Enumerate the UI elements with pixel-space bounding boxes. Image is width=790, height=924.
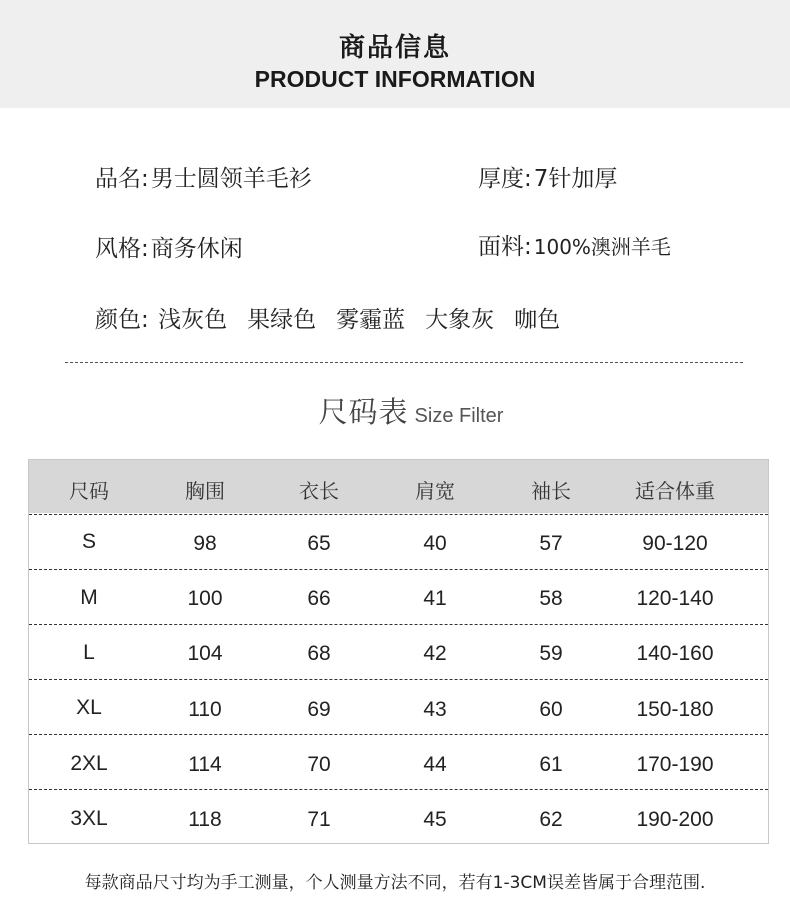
table-cell: M	[80, 586, 98, 609]
header-cell: 尺码	[69, 479, 109, 503]
table-cell: 140-160	[636, 642, 714, 665]
size-chart-title-cn: 尺码表	[318, 395, 409, 429]
table-cell: 58	[539, 587, 563, 610]
table-cell: L	[83, 641, 95, 664]
color-option: 咖色	[514, 307, 561, 333]
row-divider	[29, 569, 768, 570]
table-cell: 70	[307, 753, 331, 776]
row-divider	[29, 514, 768, 515]
section-divider	[65, 362, 743, 363]
table-cell: 170-190	[636, 753, 714, 776]
header-cell: 适合体重	[635, 479, 715, 503]
size-table	[28, 459, 769, 844]
row-divider	[29, 624, 768, 625]
header-cell: 胸围	[185, 479, 225, 503]
table-cell: 61	[539, 753, 563, 776]
table-cell: 120-140	[636, 587, 714, 610]
table-cell: 45	[423, 808, 447, 831]
color-option: 果绿色	[247, 307, 317, 333]
product-style	[95, 230, 243, 263]
table-cell: 90-120	[642, 532, 708, 555]
table-cell: 42	[423, 642, 447, 665]
product-colors	[95, 301, 580, 334]
header-cell: 肩宽	[415, 479, 455, 503]
table-cell: XL	[76, 696, 102, 719]
table-header	[29, 460, 768, 513]
row-divider	[29, 789, 768, 790]
table-cell: 71	[307, 808, 331, 831]
table-cell: S	[81, 530, 96, 553]
table-cell: 98	[193, 532, 217, 555]
product-name-value: 男士圆领羊毛衫	[150, 166, 312, 192]
color-label: 颜色:	[95, 307, 149, 333]
table-cell: 118	[188, 808, 222, 831]
table-cell: 114	[188, 753, 222, 776]
header-band	[0, 0, 790, 108]
table-cell: 41	[423, 587, 447, 610]
header-cell: 袖长	[531, 479, 571, 503]
page-subtitle: PRODUCT INFORMATION	[254, 66, 536, 92]
table-cell: 66	[307, 587, 331, 610]
product-name	[95, 160, 312, 193]
table-cell: 43	[423, 698, 447, 721]
size-chart-title	[0, 390, 790, 431]
table-cell: 2XL	[70, 752, 108, 775]
table-cell: 57	[539, 532, 563, 555]
table-cell: 150-180	[636, 698, 714, 721]
table-cell: 60	[539, 698, 563, 721]
table-cell: 65	[307, 532, 331, 555]
size-chart-title-en: Size Filter	[414, 405, 504, 427]
table-cell: 62	[539, 808, 563, 831]
style-value: 商务休闲	[150, 236, 243, 262]
color-option: 浅灰色	[158, 307, 228, 333]
row-divider	[29, 679, 768, 680]
color-option: 大象灰	[425, 307, 495, 333]
table-cell: 110	[188, 698, 222, 721]
product-fabric	[478, 228, 671, 261]
thickness-value: 7针加厚	[533, 166, 618, 192]
color-option: 雾霾蓝	[336, 307, 406, 333]
table-cell: 68	[307, 642, 331, 665]
product-name-label: 品名:	[95, 166, 149, 192]
table-cell: 3XL	[70, 807, 108, 830]
fabric-value: 100%澳洲羊毛	[533, 235, 671, 259]
table-cell: 59	[539, 642, 563, 665]
table-cell: 190-200	[636, 808, 714, 831]
table-cell: 40	[423, 532, 447, 555]
style-label: 风格:	[95, 236, 149, 262]
table-cell: 69	[307, 698, 331, 721]
fabric-label: 面料:	[478, 234, 532, 260]
product-thickness	[478, 160, 617, 193]
measurement-note: 每款商品尺寸均为手工测量，个人测量方法不同，若有1-3CM误差皆属于合理范围.	[84, 873, 706, 893]
header-cell: 衣长	[299, 479, 339, 503]
page-title: 商品信息	[338, 33, 451, 63]
row-divider	[29, 734, 768, 735]
table-cell: 100	[187, 587, 223, 610]
thickness-label: 厚度:	[478, 166, 532, 192]
table-cell: 104	[187, 642, 223, 665]
table-cell: 44	[423, 753, 447, 776]
